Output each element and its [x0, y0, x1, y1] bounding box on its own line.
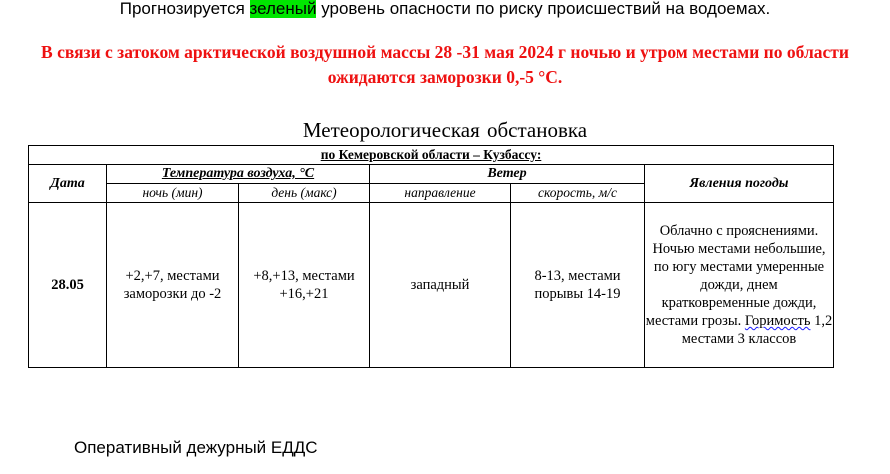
region-header: по Кемеровской области – Кузбассу:: [29, 146, 834, 165]
fire-hazard-word: Горимость: [744, 313, 811, 329]
temperature-header: [107, 165, 370, 184]
wind-direction-header: направление: [370, 184, 511, 203]
notice-prefix: Прогнозируется: [119, 0, 250, 18]
phenomena-header: Явления погоды: [645, 165, 834, 203]
weather-phenomena-cell: [645, 203, 834, 368]
day-temp-cell: +8,+13, местами +16,+21: [239, 203, 370, 368]
section-title: Метеорологическая обстановка: [302, 118, 588, 142]
hazard-level-notice: [0, 0, 890, 20]
hazard-level-highlight: зеленый: [249, 0, 317, 18]
wind-speed-header: скорость, м/с: [511, 184, 645, 203]
frost-warning: В связи с затоком арктической воздушной массы 28 -31 мая 2024 г ночью и утром местами по области ожидаются заморозки 0,-5 °С.: [41, 42, 849, 87]
wind-header: Ветер: [370, 165, 645, 184]
night-header: ночь (мин): [107, 184, 239, 203]
wind-speed-cell: 8-13, местами порывы 14-19: [511, 203, 645, 368]
weather-text-2: 1,2 местами 3 классов: [681, 313, 833, 347]
weather-table: [28, 145, 834, 368]
duty-officer-signature: Оперативный дежурный ЕДДС: [74, 438, 318, 457]
date-header: Дата: [29, 165, 107, 203]
notice-suffix: уровень опасности по риску происшествий на водоемах.: [316, 0, 771, 18]
night-temp-cell: +2,+7, местами заморозки до -2: [107, 203, 239, 368]
temperature-header-text: Температура воздуха, °С: [161, 166, 315, 181]
date-cell: 28.05: [29, 203, 107, 368]
day-header: день (макс): [239, 184, 370, 203]
wind-direction-cell: западный: [370, 203, 511, 368]
weather-text-1: Облачно с прояснениями. Ночью местами небольшие, по югу местами умеренные дожди, днем кратковременные дожди, местами грозы.: [645, 223, 826, 329]
table-row: [29, 203, 834, 368]
